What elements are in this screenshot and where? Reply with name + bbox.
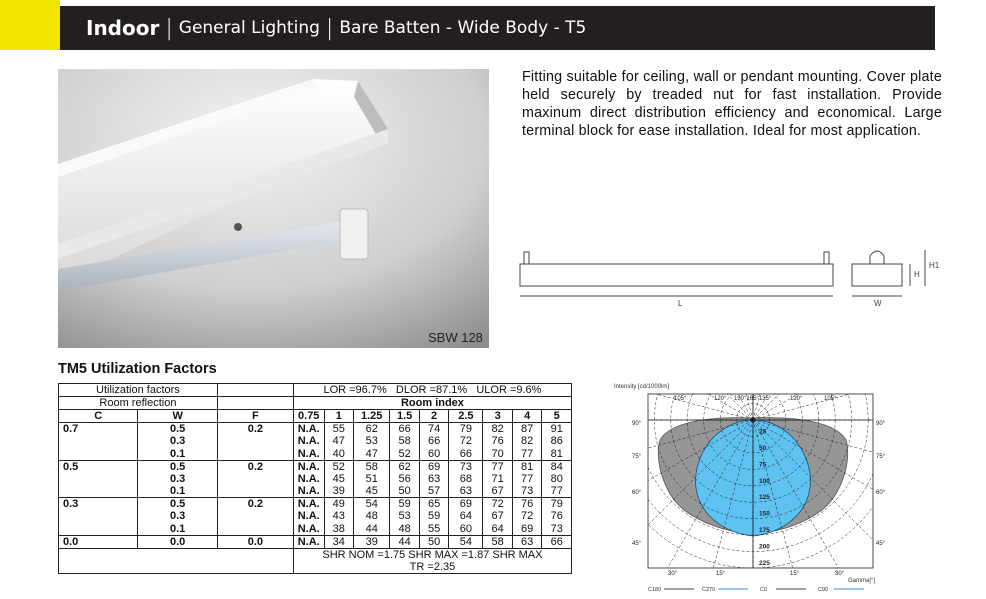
chart-title: Intensity [cd/1000lm]: [614, 384, 670, 390]
table-title: TM5 Utilization Factors: [58, 361, 217, 377]
uf-value: N.A.: [293, 435, 324, 448]
bottom-angle-label: 30°: [668, 571, 678, 577]
index-cell: 1: [324, 410, 354, 423]
uf-value: 55: [324, 423, 354, 436]
uf-value: 82: [483, 423, 513, 436]
reflection-w: 0.0: [138, 535, 217, 548]
header-separator: |: [165, 15, 173, 41]
uf-value: 71: [483, 473, 513, 486]
uf-value: 58: [354, 460, 390, 473]
uf-value: 91: [542, 423, 572, 436]
width-label: W: [874, 299, 882, 308]
uf-value: 51: [354, 473, 390, 486]
table-row: [59, 423, 572, 436]
reflection-c: [59, 448, 138, 461]
uf-value: 63: [419, 473, 449, 486]
category-title: Indoor: [86, 16, 160, 40]
table-row: [59, 498, 572, 511]
reflection-c: [59, 435, 138, 448]
uf-value: N.A.: [293, 448, 324, 461]
reflection-w: 0.1: [138, 448, 217, 461]
table-row: [59, 485, 572, 498]
product-description: Fitting suitable for ceiling, wall or pendant mounting. Cover plate held securely by treaded nut for fast installation. Provide maxinum direct distribution efficiency and economical. Large terminal block for ease installation. Ideal for most application.: [522, 69, 942, 139]
uf-value: 67: [483, 510, 513, 523]
uf-value: 45: [324, 473, 354, 486]
reflection-w: 0.5: [138, 498, 217, 511]
index-cell: 5: [542, 410, 572, 423]
polar-grid: [610, 382, 890, 594]
accent-bar: [0, 0, 60, 50]
uf-value: 64: [483, 523, 513, 536]
reflection-f: [217, 473, 293, 486]
uf-value: 79: [449, 423, 483, 436]
side-angle-label-left: 45°: [632, 541, 642, 547]
dlor-value: DLOR =87.1%: [395, 384, 468, 396]
side-angle-label-left: 90°: [632, 421, 642, 427]
uf-value: 48: [354, 510, 390, 523]
uf-value: 81: [542, 448, 572, 461]
uf-value: 45: [354, 485, 390, 498]
top-angle-label: 120°: [790, 396, 803, 402]
uf-value: 58: [483, 535, 513, 548]
uf-value: 39: [354, 535, 390, 548]
uf-value: 73: [449, 460, 483, 473]
gamma-label: Gamma[°]: [848, 578, 876, 584]
bottom-angle-label: 15°: [716, 571, 726, 577]
table-row: [59, 473, 572, 486]
uf-value: N.A.: [293, 510, 324, 523]
bottom-angle-label: 15°: [790, 571, 800, 577]
utilization-table: [58, 383, 572, 574]
height-label: H: [914, 270, 920, 279]
uf-value: 59: [419, 510, 449, 523]
reflection-f: 0.2: [217, 460, 293, 473]
uf-value: 67: [483, 485, 513, 498]
radial-value-label: 175: [759, 527, 770, 535]
reflection-f: [217, 523, 293, 536]
uf-value: 72: [483, 498, 513, 511]
reflection-f: [217, 435, 293, 448]
index-cell: 1.25: [354, 410, 390, 423]
reflection-f: 0.2: [217, 423, 293, 436]
length-label: L: [678, 299, 683, 308]
uf-value: 54: [449, 535, 483, 548]
uf-value: N.A.: [293, 535, 324, 548]
dimension-drawing: [515, 238, 955, 318]
radial-value-label: 150: [759, 510, 770, 518]
uf-value: N.A.: [293, 498, 324, 511]
uf-value: 43: [324, 510, 354, 523]
reflection-w: 0.3: [138, 435, 217, 448]
uf-value: 44: [354, 523, 390, 536]
uf-value: 52: [324, 460, 354, 473]
side-angle-label-right: 45°: [876, 541, 886, 547]
uf-value: 52: [390, 448, 420, 461]
uf-value: 38: [324, 523, 354, 536]
reflection-c: 0.0: [59, 535, 138, 548]
uf-label: Utilization factors: [59, 384, 218, 397]
uf-value: 84: [542, 460, 572, 473]
radial-value-label: 125: [759, 494, 770, 502]
height1-label: H1: [929, 261, 940, 270]
uf-value: 40: [324, 448, 354, 461]
product-photo: [58, 69, 489, 348]
radial-value-label: 100: [759, 477, 770, 485]
product-code: SBW 128: [428, 330, 483, 345]
uf-value: 76: [542, 510, 572, 523]
uf-value: 39: [324, 485, 354, 498]
col-w: W: [138, 410, 217, 423]
tr-row: [59, 561, 572, 574]
room-reflection-label: Room reflection: [59, 397, 218, 410]
header-bar: [60, 6, 935, 50]
uf-value: 70: [483, 448, 513, 461]
chart-legend: [648, 587, 864, 593]
uf-value: 72: [512, 510, 542, 523]
uf-value: 77: [483, 460, 513, 473]
uf-value: 69: [449, 498, 483, 511]
col-c: C: [59, 410, 138, 423]
shr-values: SHR NOM =1.75 SHR MAX =1.87 SHR MAX: [293, 548, 571, 561]
top-angle-label: 105°: [824, 396, 837, 402]
index-cell: 0.75: [293, 410, 324, 423]
uf-value: 54: [354, 498, 390, 511]
uf-value: 62: [390, 460, 420, 473]
uf-value: 57: [419, 485, 449, 498]
side-angle-label-right: 75°: [876, 454, 886, 460]
uf-value: 65: [419, 498, 449, 511]
tr-value: TR =2.35: [293, 561, 571, 574]
uf-value: 87: [512, 423, 542, 436]
lor-value: LOR =96.7%: [323, 384, 387, 396]
reflection-f: 0.0: [217, 535, 293, 548]
radial-value-label: 25: [759, 428, 767, 436]
legend-label: C270: [702, 587, 716, 593]
uf-value: 50: [419, 535, 449, 548]
table-row: [59, 460, 572, 473]
col-f: F: [217, 410, 293, 423]
uf-value: 76: [483, 435, 513, 448]
reflection-f: [217, 448, 293, 461]
top-angle-label: 150°165°135°: [734, 396, 772, 402]
uf-value: 56: [390, 473, 420, 486]
uf-value: 86: [542, 435, 572, 448]
table-row: [59, 523, 572, 536]
reflection-w: 0.3: [138, 473, 217, 486]
reflection-w: 0.3: [138, 510, 217, 523]
radial-value-label: 50: [759, 444, 767, 452]
uf-value: 44: [390, 535, 420, 548]
reflection-f: 0.2: [217, 498, 293, 511]
reflection-c: [59, 485, 138, 498]
uf-value: 66: [449, 448, 483, 461]
side-angle-label-left: 60°: [632, 490, 642, 496]
uf-value: 77: [512, 473, 542, 486]
reflection-f: [217, 510, 293, 523]
legend-label: C0: [760, 587, 768, 593]
reflection-c: 0.7: [59, 423, 138, 436]
reflection-c: 0.5: [59, 460, 138, 473]
legend-label: C180: [648, 587, 662, 593]
uf-value: 47: [324, 435, 354, 448]
uf-value: 80: [542, 473, 572, 486]
uf-value: 77: [512, 448, 542, 461]
table-row: [59, 448, 572, 461]
uf-value: 63: [512, 535, 542, 548]
uf-value: 60: [419, 448, 449, 461]
reflection-c: [59, 510, 138, 523]
reflection-c: 0.3: [59, 498, 138, 511]
lor-header: [293, 384, 571, 397]
header-separator: |: [325, 15, 334, 41]
table-row: [59, 510, 572, 523]
reflection-w: 0.5: [138, 460, 217, 473]
uf-value: 73: [542, 523, 572, 536]
uf-value: 49: [324, 498, 354, 511]
uf-value: 64: [449, 510, 483, 523]
uf-value: 72: [449, 435, 483, 448]
room-index-label: Room index: [293, 397, 571, 410]
radial-value-label: 225: [759, 560, 770, 567]
top-angle-label: 120°: [714, 396, 727, 402]
uf-value: 76: [512, 498, 542, 511]
reflection-f: [217, 485, 293, 498]
table-header-row: [59, 384, 572, 397]
reflection-w: 0.1: [138, 485, 217, 498]
uf-value: 66: [419, 435, 449, 448]
uf-value: 69: [419, 460, 449, 473]
shr-row: [59, 548, 572, 561]
side-angle-label-left: 75°: [632, 454, 642, 460]
uf-value: 47: [354, 448, 390, 461]
index-cell: 3: [483, 410, 513, 423]
uf-value: 77: [542, 485, 572, 498]
table-body: [59, 423, 572, 549]
index-cell: 2.5: [449, 410, 483, 423]
top-angle-label: 105°: [674, 396, 687, 402]
side-angle-label-right: 90°: [876, 421, 886, 427]
table-row: [59, 435, 572, 448]
table-row: [59, 535, 572, 548]
uf-value: 60: [449, 523, 483, 536]
reflection-w: 0.1: [138, 523, 217, 536]
uf-value: N.A.: [293, 473, 324, 486]
polar-spoke: [753, 382, 883, 420]
uf-value: N.A.: [293, 423, 324, 436]
uf-value: 48: [390, 523, 420, 536]
polar-spoke: [753, 382, 890, 420]
uf-value: 66: [542, 535, 572, 548]
uf-value: 50: [390, 485, 420, 498]
ulor-value: ULOR =9.6%: [476, 384, 542, 396]
radial-value-label: 200: [759, 543, 770, 551]
subcategory-title: General Lighting: [178, 18, 320, 38]
column-header-row: [59, 410, 572, 423]
polar-chart: [610, 382, 890, 594]
index-cell: 2: [419, 410, 449, 423]
uf-value: 55: [419, 523, 449, 536]
reflection-w: 0.5: [138, 423, 217, 436]
legend-label: C90: [818, 587, 829, 593]
product-title: Bare Batten - Wide Body - T5: [339, 18, 587, 38]
uf-value: 81: [512, 460, 542, 473]
index-cell: 1.5: [390, 410, 420, 423]
reflection-c: [59, 473, 138, 486]
uf-value: 53: [390, 510, 420, 523]
table-header-row: [59, 397, 572, 410]
side-angle-label-right: 60°: [876, 490, 886, 496]
index-cell: 4: [512, 410, 542, 423]
uf-value: 66: [390, 423, 420, 436]
uf-value: 68: [449, 473, 483, 486]
reflection-c: [59, 523, 138, 536]
uf-value: 74: [419, 423, 449, 436]
uf-value: 69: [512, 523, 542, 536]
uf-value: 53: [354, 435, 390, 448]
uf-value: 58: [390, 435, 420, 448]
uf-value: N.A.: [293, 460, 324, 473]
uf-value: N.A.: [293, 523, 324, 536]
uf-value: 73: [512, 485, 542, 498]
uf-value: 59: [390, 498, 420, 511]
bottom-angle-label: 30°: [835, 571, 845, 577]
uf-value: N.A.: [293, 485, 324, 498]
uf-value: 79: [542, 498, 572, 511]
uf-value: 62: [354, 423, 390, 436]
uf-value: 63: [449, 485, 483, 498]
uf-value: 82: [512, 435, 542, 448]
uf-value: 34: [324, 535, 354, 548]
radial-value-label: 75: [759, 461, 767, 469]
